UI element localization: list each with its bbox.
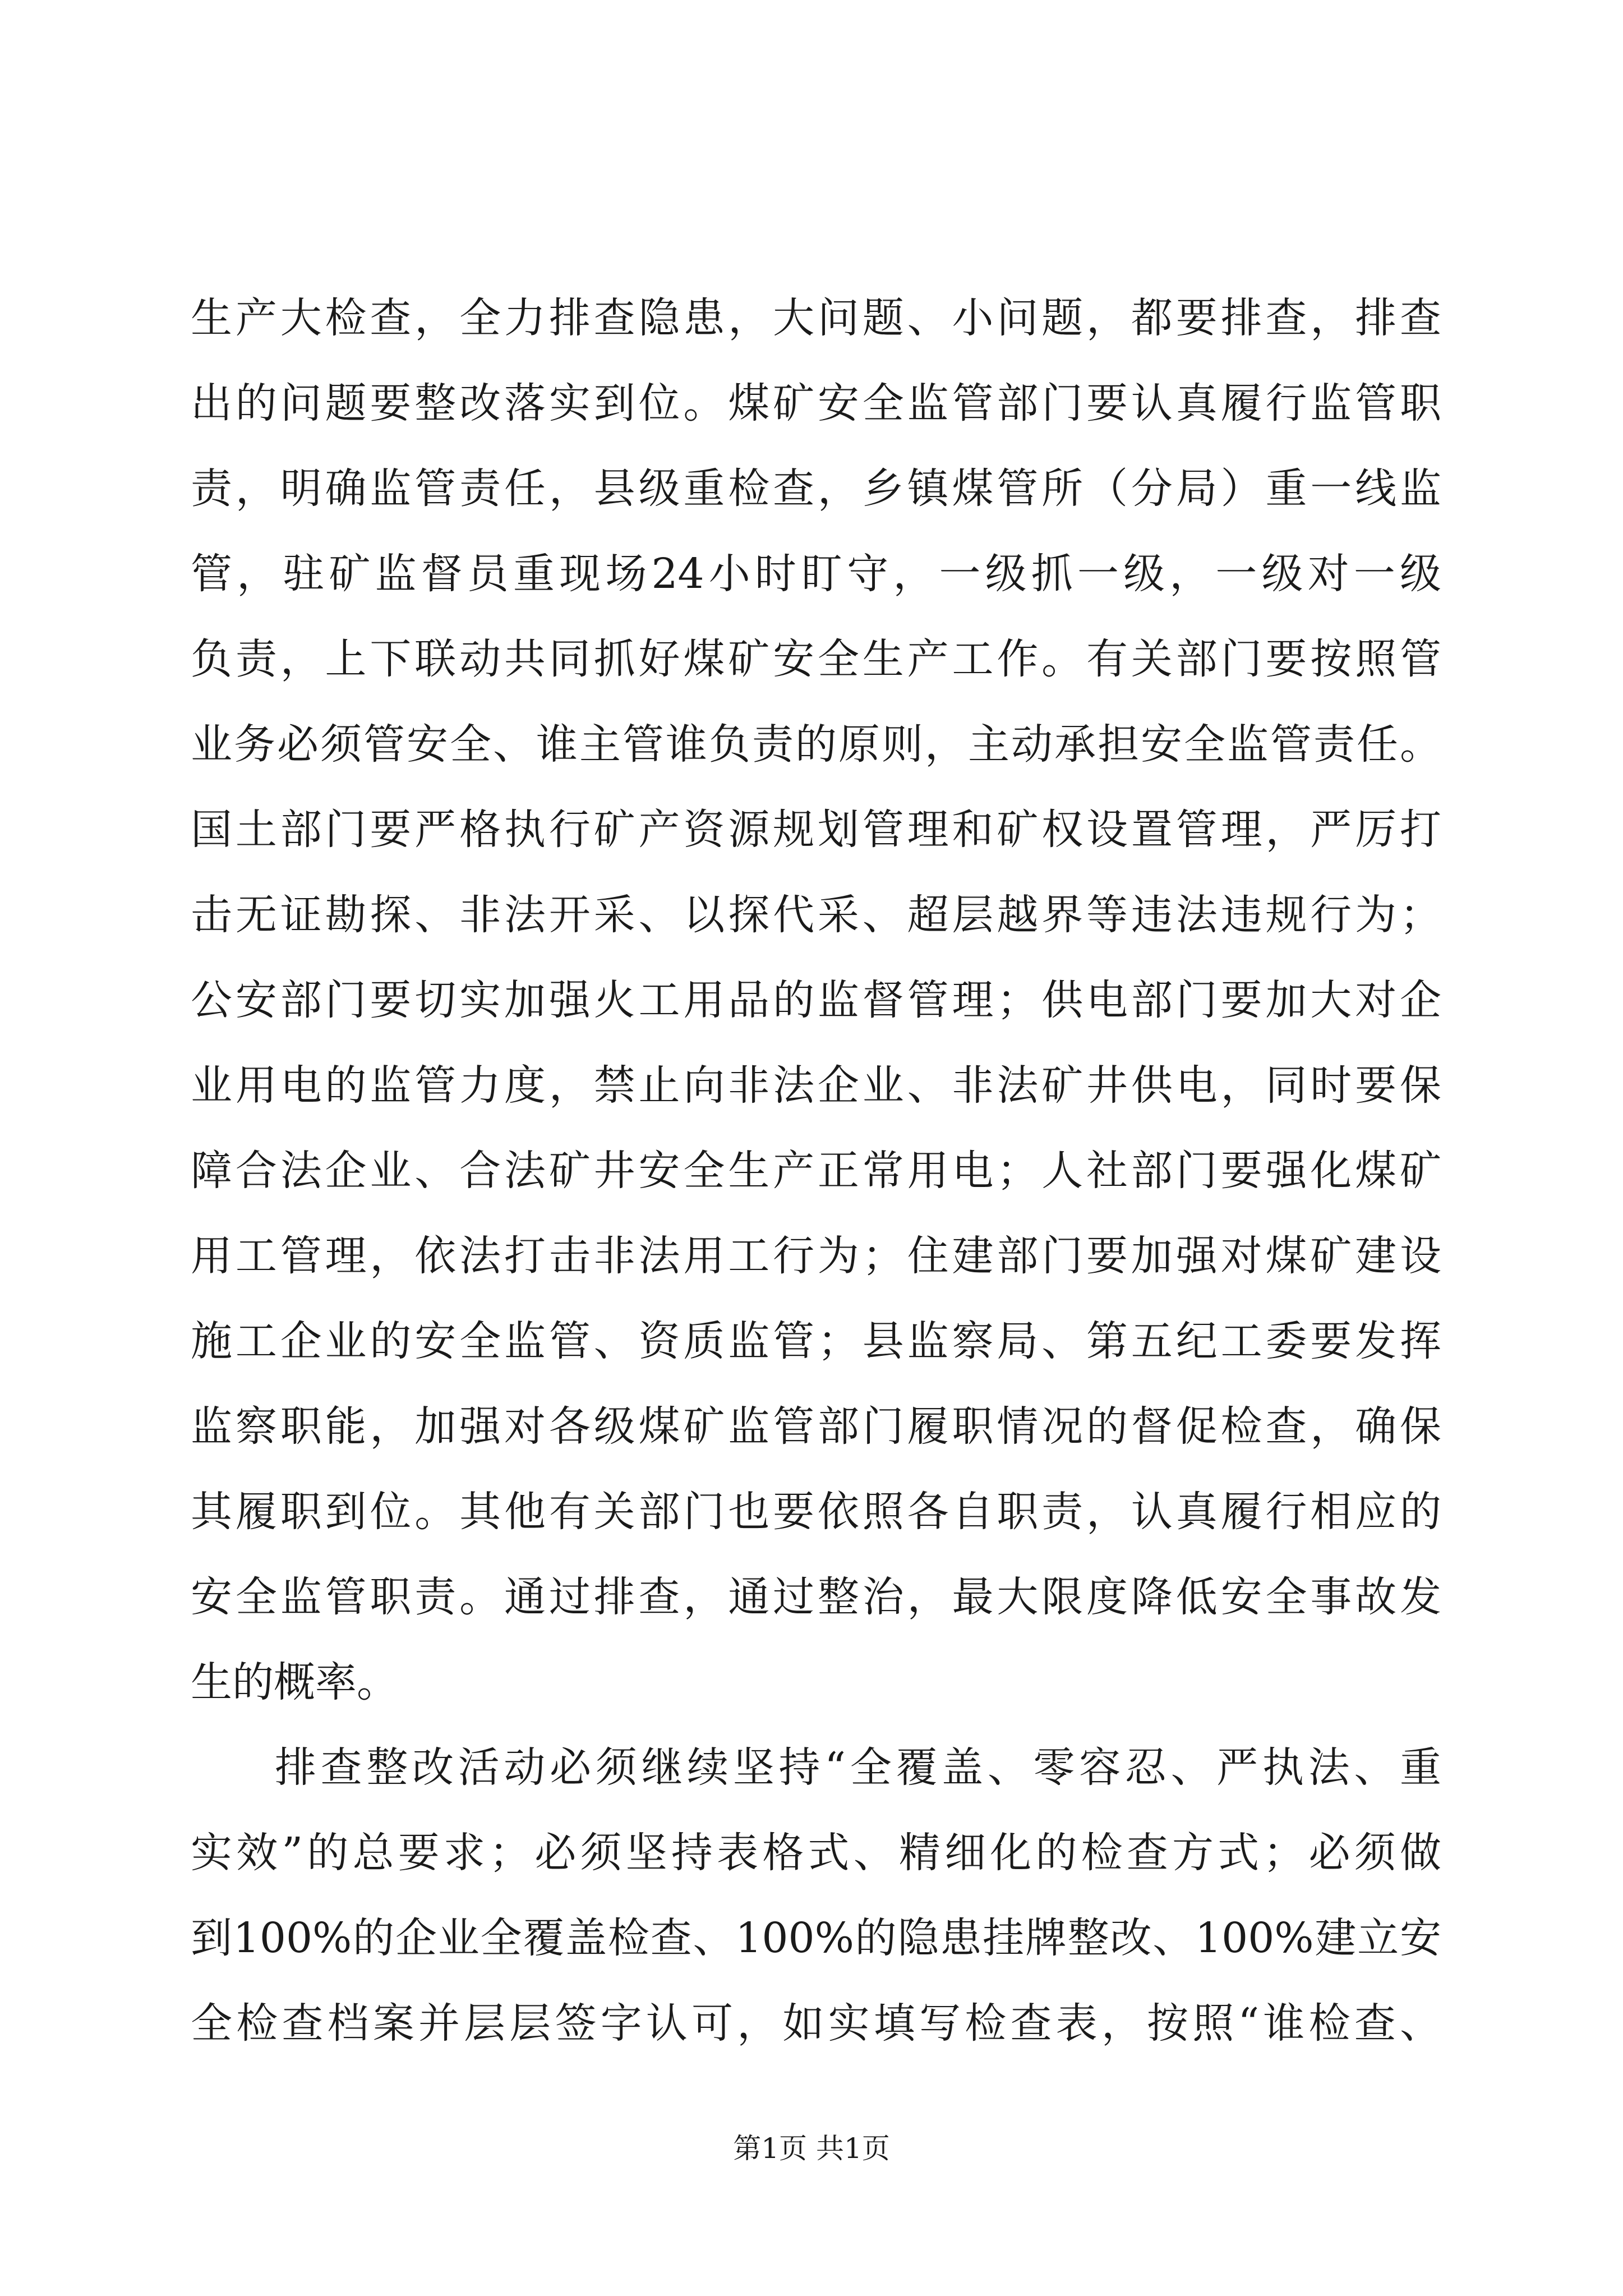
text-line: 到100%的企业全覆盖检查、100%的隐患挂牌整改、100%建立安 bbox=[191, 1914, 1441, 1962]
text-line: 出的问题要整改落实到位。煤矿安全监管部门要认真履行监管职 bbox=[191, 379, 1441, 427]
text-line: 管，驻矿监督员重现场24小时盯守，一级抓一级，一级对一级 bbox=[191, 550, 1441, 598]
text-line: 责，明确监管责任，县级重检查，乡镇煤管所（分局）重一线监 bbox=[191, 464, 1441, 513]
text-line: 国土部门要严格执行矿产资源规划管理和矿权设置管理，严厉打 bbox=[191, 806, 1441, 854]
text-line: 实效”的总要求；必须坚持表格式、精细化的检查方式；必须做 bbox=[191, 1829, 1441, 1877]
text-line: 施工企业的安全监管、资质监管；县监察局、第五纪工委要发挥 bbox=[191, 1317, 1441, 1365]
text-line: 击无证勘探、非法开采、以探代采、超层越界等违法违规行为； bbox=[191, 891, 1441, 939]
text-line: 生产大检查，全力排查隐患，大问题、小问题，都要排查，排查 bbox=[191, 294, 1441, 342]
text-line: 业务必须管安全、谁主管谁负责的原则，主动承担安全监管责任。 bbox=[191, 720, 1441, 769]
text-line: 生的概率。 bbox=[191, 1658, 398, 1706]
paragraph-first-line: 排查整改活动必须继续坚持“全覆盖、零容忍、严执法、重 bbox=[275, 1743, 1441, 1792]
text-line: 安全监管职责。通过排查，通过整治，最大限度降低安全事故发 bbox=[191, 1573, 1441, 1621]
text-line: 用工管理，依法打击非法用工行为；住建部门要加强对煤矿建设 bbox=[191, 1232, 1441, 1280]
text-line: 监察职能，加强对各级煤矿监管部门履职情况的督促检查，确保 bbox=[191, 1402, 1441, 1451]
document-body bbox=[191, 294, 1441, 2088]
text-line: 负责，上下联动共同抓好煤矿安全生产工作。有关部门要按照管 bbox=[191, 635, 1441, 683]
page-footer: 第1页 共1页 bbox=[733, 2132, 890, 2165]
text-line: 障合法企业、合法矿井安全生产正常用电；人社部门要强化煤矿 bbox=[191, 1147, 1441, 1195]
text-line: 全检查档案并层层签字认可，如实填写检查表，按照“谁检查、 bbox=[191, 1999, 1441, 2047]
text-line: 公安部门要切实加强火工用品的监督管理；供电部门要加大对企 bbox=[191, 976, 1441, 1024]
text-line: 其履职到位。其他有关部门也要依照各自职责，认真履行相应的 bbox=[191, 1488, 1441, 1536]
text-line: 业用电的监管力度，禁止向非法企业、非法矿井供电，同时要保 bbox=[191, 1061, 1441, 1110]
